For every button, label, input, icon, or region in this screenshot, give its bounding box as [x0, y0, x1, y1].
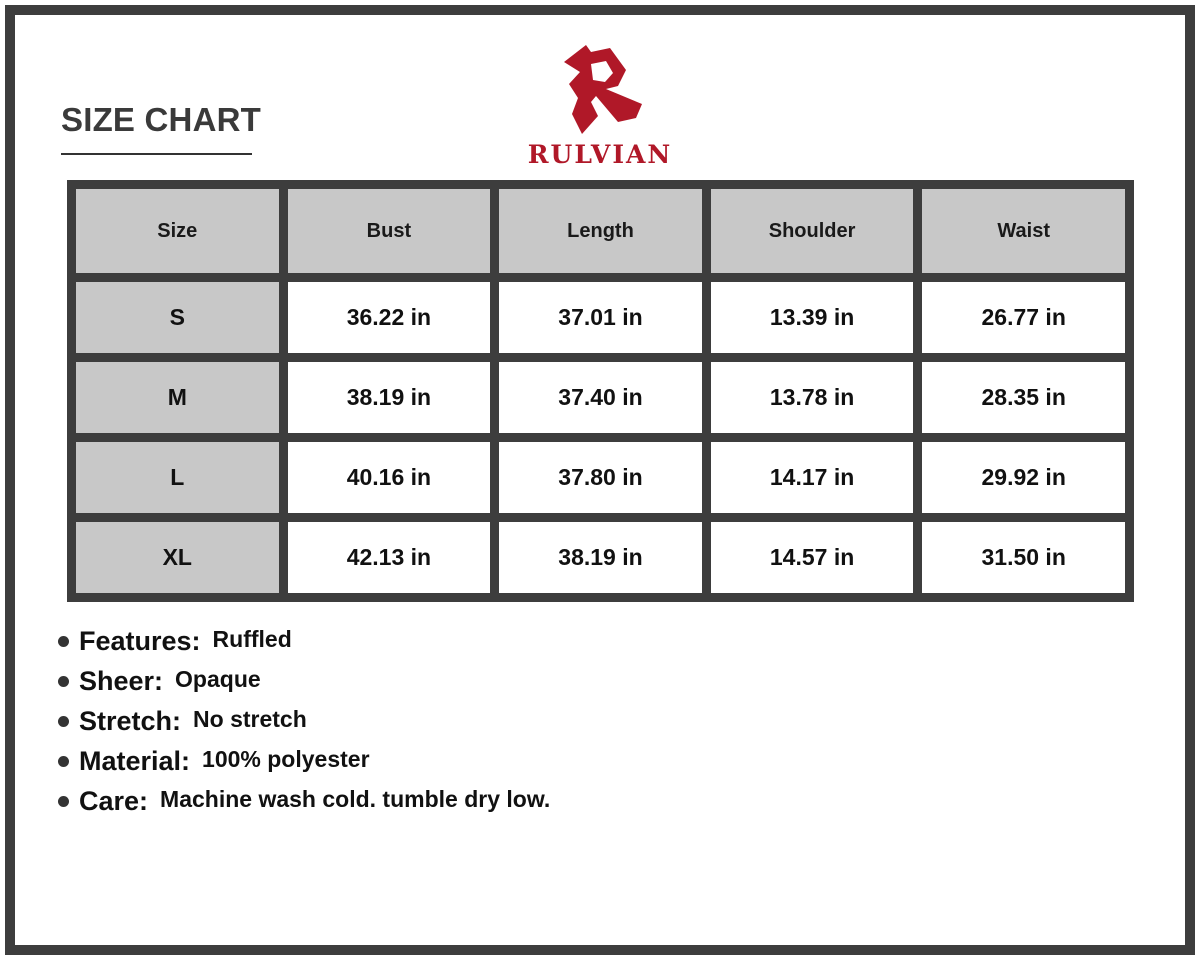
table-row [76, 522, 1125, 593]
spec-label: Sheer: [79, 666, 164, 696]
title-underline [61, 153, 252, 155]
spec-stretch [58, 706, 550, 746]
header-bust: Bust [288, 189, 491, 273]
header-shoulder: Shoulder [711, 189, 914, 273]
shoulder-cell: 14.17 in [711, 442, 914, 513]
length-cell: 37.80 in [499, 442, 702, 513]
spec-features [58, 626, 550, 666]
spec-value: No stretch [193, 706, 307, 732]
bullet-icon [58, 636, 69, 647]
page-title: SIZE CHART [61, 101, 261, 138]
length-cell: 38.19 in [499, 522, 702, 593]
bust-cell: 42.13 in [288, 522, 491, 593]
table-row [76, 362, 1125, 433]
spec-value: 100% polyester [202, 746, 370, 772]
spec-sheer [58, 666, 550, 706]
size-cell: XL [76, 522, 279, 593]
spec-label: Care: [79, 786, 149, 816]
header-length: Length [499, 189, 702, 273]
product-specs [58, 626, 550, 826]
header-waist: Waist [922, 189, 1125, 273]
bullet-icon [58, 676, 69, 687]
waist-cell: 28.35 in [922, 362, 1125, 433]
spec-label: Features: [79, 626, 201, 656]
header-size: Size [76, 189, 279, 273]
bust-cell: 36.22 in [288, 282, 491, 353]
shoulder-cell: 14.57 in [711, 522, 914, 593]
size-cell: S [76, 282, 279, 353]
bust-cell: 38.19 in [288, 362, 491, 433]
bullet-icon [58, 716, 69, 727]
spec-material [58, 746, 550, 786]
table-row [76, 282, 1125, 353]
size-cell: L [76, 442, 279, 513]
table-header-row [76, 189, 1125, 273]
spec-label: Stretch: [79, 706, 182, 736]
length-cell: 37.40 in [499, 362, 702, 433]
size-cell: M [76, 362, 279, 433]
bust-cell: 40.16 in [288, 442, 491, 513]
table-row [76, 442, 1125, 513]
length-cell: 37.01 in [499, 282, 702, 353]
bullet-icon [58, 796, 69, 807]
spec-care [58, 786, 550, 826]
spec-value: Machine wash cold. tumble dry low. [160, 786, 551, 812]
spec-value: Ruffled [212, 626, 292, 652]
shoulder-cell: 13.78 in [711, 362, 914, 433]
spec-label: Material: [79, 746, 191, 776]
waist-cell: 31.50 in [922, 522, 1125, 593]
size-table [67, 180, 1134, 602]
waist-cell: 26.77 in [922, 282, 1125, 353]
waist-cell: 29.92 in [922, 442, 1125, 513]
brand-name: RULVIAN [527, 140, 673, 169]
shoulder-cell: 13.39 in [711, 282, 914, 353]
spec-value: Opaque [175, 666, 261, 692]
bullet-icon [58, 756, 69, 767]
stylized-r-logo-icon [560, 42, 644, 136]
